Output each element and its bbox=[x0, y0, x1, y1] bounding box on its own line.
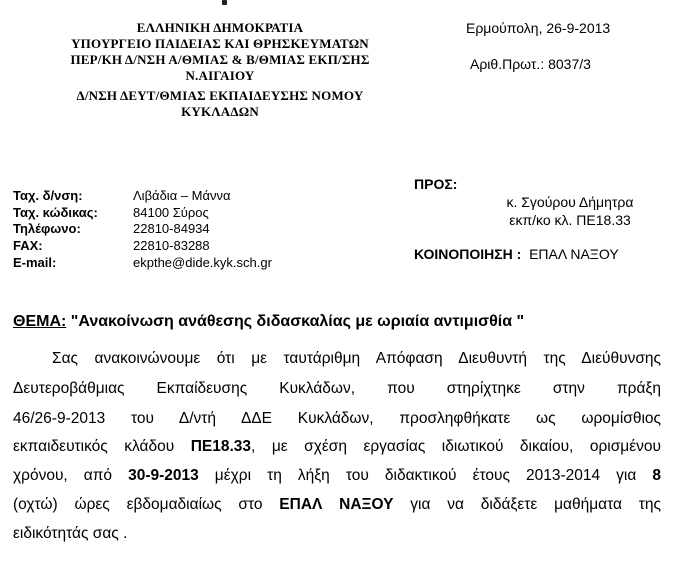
contact-value-postcode: 84100 Σύρος bbox=[133, 205, 209, 220]
body-line-4 bbox=[13, 438, 661, 456]
body-line-2: Δευτεροβάθμιας Εκπαίδευσης Κυκλάδων, που στηρίχτηκε στην πράξη bbox=[13, 380, 661, 397]
contact-value-fax: 22810-83288 bbox=[133, 238, 210, 253]
recipient-role: εκπ/κο κλ. ΠΕ18.33 bbox=[509, 212, 631, 228]
body-line-6a: (οχτώ) ώρες εβδομαδιαίως στο bbox=[13, 496, 280, 513]
protocol-number: Αριθ.Πρωτ.: 8037/3 bbox=[470, 56, 591, 72]
subject-line bbox=[13, 313, 524, 331]
header-line-2: ΥΠΟΥΡΓΕΙΟ ΠΑΙΔΕΙΑΣ ΚΑΙ ΘΡΗΣΚΕΥΜΑΤΩΝ bbox=[71, 36, 369, 51]
subject-label: ΘΕΜΑ: bbox=[13, 313, 67, 330]
hours-number: 8 bbox=[652, 467, 661, 484]
body-line-3: 46/26-9-2013 του Δ/ντή ΔΔΕ Κυκλάδων, προσληφθήκατε ως ωρομίσθιος bbox=[13, 410, 661, 427]
specialty-code: ΠΕ18.33 bbox=[190, 438, 252, 455]
place-date: Ερμούπολη, 26-9-2013 bbox=[466, 20, 611, 36]
recipient-title: ΠΡΟΣ: bbox=[414, 176, 458, 192]
subject-text: "Ανακοίνωση ανάθεσης διδασκαλίας με ωριαία αντιμισθία " bbox=[66, 313, 525, 330]
header-line-3: ΠΕΡ/ΚΗ Δ/ΝΣΗ Α/ΘΜΙΑΣ & Β/ΘΜΙΑΣ ΕΚΠ/ΣΗΣ bbox=[70, 52, 370, 67]
body-line-4c: , με σχέση εργασίας ιδιωτικού δικαίου, ορισμένου bbox=[251, 438, 661, 455]
body-line-5a: χρόνου, από bbox=[13, 467, 129, 484]
body-line-1-text: Σας ανακοινώνουμε ότι με ταυτάριθμη Απόφαση Διευθυντή της Διεύθυνσης bbox=[52, 350, 661, 367]
contact-label-address: Ταχ. δ/νση: bbox=[13, 188, 83, 203]
notification-value: ΕΠΑΛ ΝΑΞΟΥ bbox=[529, 246, 619, 262]
notification bbox=[414, 246, 619, 262]
body-line-5c: μέχρι τη λήξη του διδακτικού έτους 2013-2014 για bbox=[198, 467, 653, 484]
header-line-5: Δ/ΝΣΗ ΔΕΥΤ/ΘΜΙΑΣ ΕΚΠΑΙΔΕΥΣΗΣ ΝΟΜΟΥ bbox=[76, 88, 364, 103]
contact-label-fax: FAX: bbox=[13, 238, 43, 253]
body-line-4a: εκπαιδευτικός κλάδου bbox=[13, 438, 191, 455]
header-line-1: ΕΛΛΗΝΙΚΗ ΔΗΜΟΚΡΑΤΙΑ bbox=[136, 20, 304, 35]
contact-value-email: ekpthe@dide.kyk.sch.gr bbox=[133, 255, 272, 270]
contact-label-email: E-mail: bbox=[13, 255, 57, 270]
contact-value-phone: 22810-84934 bbox=[133, 221, 210, 236]
body-line-6c: για να διδάξετε μαθήματα της bbox=[393, 496, 662, 513]
recipient-name: κ. Σγούρου Δήμητρα bbox=[506, 194, 634, 210]
body-line-7: ειδικότητάς σας . bbox=[13, 525, 128, 542]
header-line-4: Ν.ΑΙΓΑΙΟΥ bbox=[185, 68, 255, 83]
body-line-1 bbox=[52, 350, 661, 368]
header-line-6: ΚΥΚΛΑΔΩΝ bbox=[181, 104, 259, 119]
contact-value-address: Λιβάδια – Μάννα bbox=[133, 188, 231, 203]
start-date: 30-9-2013 bbox=[128, 467, 199, 484]
body-line-6 bbox=[13, 496, 661, 514]
body-line-5 bbox=[13, 467, 661, 485]
notification-label: ΚΟΙΝΟΠΟΙΗΣΗ : bbox=[414, 246, 522, 262]
emblem-fragment bbox=[214, 0, 234, 9]
contact-label-phone: Τηλέφωνο: bbox=[13, 221, 81, 236]
contact-label-postcode: Ταχ. κώδικας: bbox=[13, 205, 98, 220]
school-name: ΕΠΑΛ ΝΑΞΟΥ bbox=[279, 496, 394, 513]
